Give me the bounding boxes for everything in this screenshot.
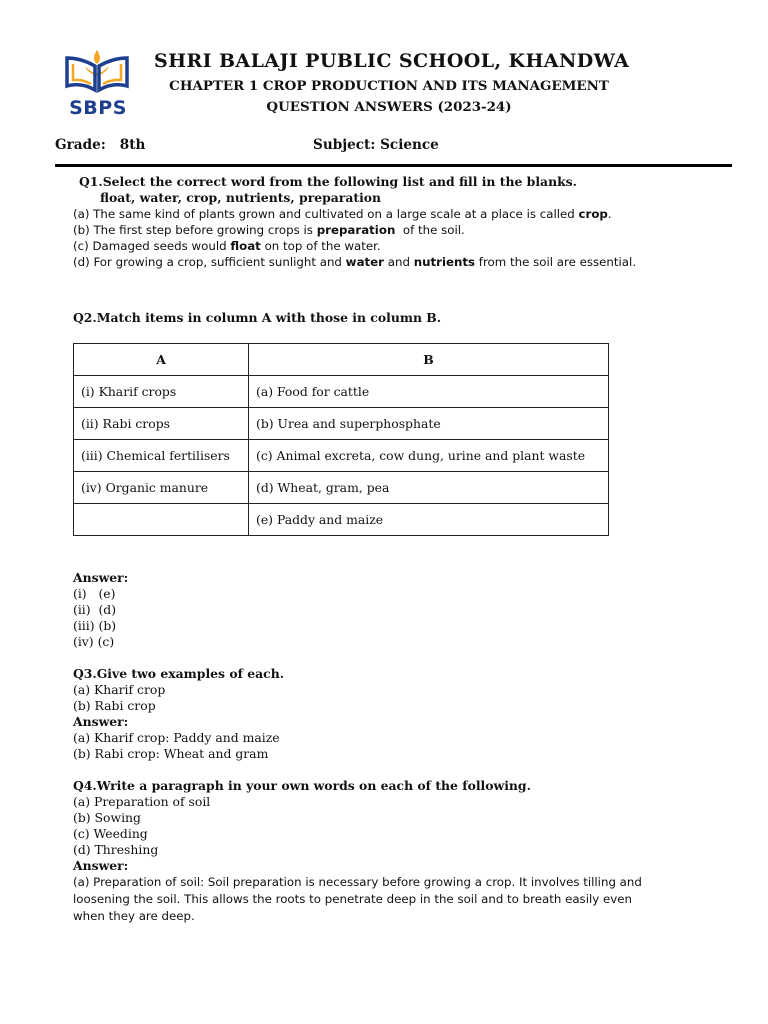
q3-answer-label: Answer: <box>73 714 129 729</box>
q2-title: Q2.Match items in column A with those in column B. <box>73 310 442 325</box>
q1-item: (c) Damaged seeds would float on top of the water. <box>73 239 381 253</box>
table-row <box>74 504 609 536</box>
table-row <box>74 376 609 408</box>
cell-b: (b) Urea and superphosphate <box>249 408 609 440</box>
cell-a: (ii) Rabi crops <box>74 408 249 440</box>
grade-label: Grade: <box>55 137 106 153</box>
chapter-title: CHAPTER 1 CROP PRODUCTION AND ITS MANAGEMENT <box>169 78 609 94</box>
lamp-flame-icon <box>94 50 100 64</box>
cell-b: (d) Wheat, gram, pea <box>249 472 609 504</box>
document-body <box>73 174 713 925</box>
column-a-header: A <box>74 344 249 376</box>
table-row <box>74 472 609 504</box>
q2-answer: (iv) (c) <box>73 634 115 649</box>
table-row <box>74 408 609 440</box>
cell-a: (i) Kharif crops <box>74 376 249 408</box>
grade-value: 8th <box>119 137 146 153</box>
table-row <box>74 440 609 472</box>
cell-b: (a) Food for cattle <box>249 376 609 408</box>
subject-value: Science <box>380 137 439 153</box>
subject-field <box>313 137 439 153</box>
q3-answer: (a) Kharif crop: Paddy and maize <box>73 730 280 745</box>
q4-item: (d) Threshing <box>73 842 159 857</box>
school-name: SHRI BALAJI PUBLIC SCHOOL, KHANDWA <box>154 50 630 72</box>
q4-answer-line: loosening the soil. This allows the roots to penetrate deep in the soil and to breath easily even <box>73 892 632 906</box>
q3-title: Q3.Give two examples of each. <box>73 666 285 681</box>
cell-b: (e) Paddy and maize <box>249 504 609 536</box>
session-title: QUESTION ANSWERS (2023-24) <box>266 99 512 115</box>
q4-item: (b) Sowing <box>73 810 141 825</box>
cell-b: (c) Animal excreta, cow dung, urine and plant waste <box>249 440 609 472</box>
cell-a: (iv) Organic manure <box>74 472 249 504</box>
q3-item: (b) Rabi crop <box>73 698 156 713</box>
q1-item: (b) The first step before growing crops is preparation of the soil. <box>73 223 465 237</box>
match-table <box>73 343 609 536</box>
q1-item: (a) The same kind of plants grown and cultivated on a large scale at a place is called crop. <box>73 207 612 221</box>
q2-answer: (ii) (d) <box>73 602 117 617</box>
q2-answer: (i) (e) <box>73 586 116 601</box>
q4-answer-label: Answer: <box>73 858 129 873</box>
q2-answer-label: Answer: <box>73 570 129 585</box>
logo-text: SBPS <box>69 97 127 119</box>
q4-title: Q4.Write a paragraph in your own words on each of the following. <box>73 778 531 793</box>
header-divider <box>55 164 732 167</box>
column-b-header: B <box>249 344 609 376</box>
q4-answer-line: when they are deep. <box>73 909 195 923</box>
grade-field <box>55 137 145 153</box>
subject-label: Subject: <box>313 137 376 153</box>
q1-title: Q1.Select the correct word from the following list and fill in the blanks. <box>79 174 577 189</box>
cell-a <box>74 504 249 536</box>
q4-answer-line: (a) Preparation of soil: Soil preparation is necessary before growing a crop. It involves tilling and <box>73 875 642 889</box>
q3-item: (a) Kharif crop <box>73 682 166 697</box>
q4-item: (c) Weeding <box>73 826 148 841</box>
q2-answer: (iii) (b) <box>73 618 117 633</box>
q1-word-list: float, water, crop, nutrients, preparation <box>100 190 382 205</box>
table-header-row <box>74 344 609 376</box>
cell-a: (iii) Chemical fertilisers <box>74 440 249 472</box>
q3-answer: (b) Rabi crop: Wheat and gram <box>73 746 269 761</box>
q1-item: (d) For growing a crop, sufficient sunlight and water and nutrients from the soil are essential. <box>73 255 637 269</box>
q4-item: (a) Preparation of soil <box>73 794 211 809</box>
